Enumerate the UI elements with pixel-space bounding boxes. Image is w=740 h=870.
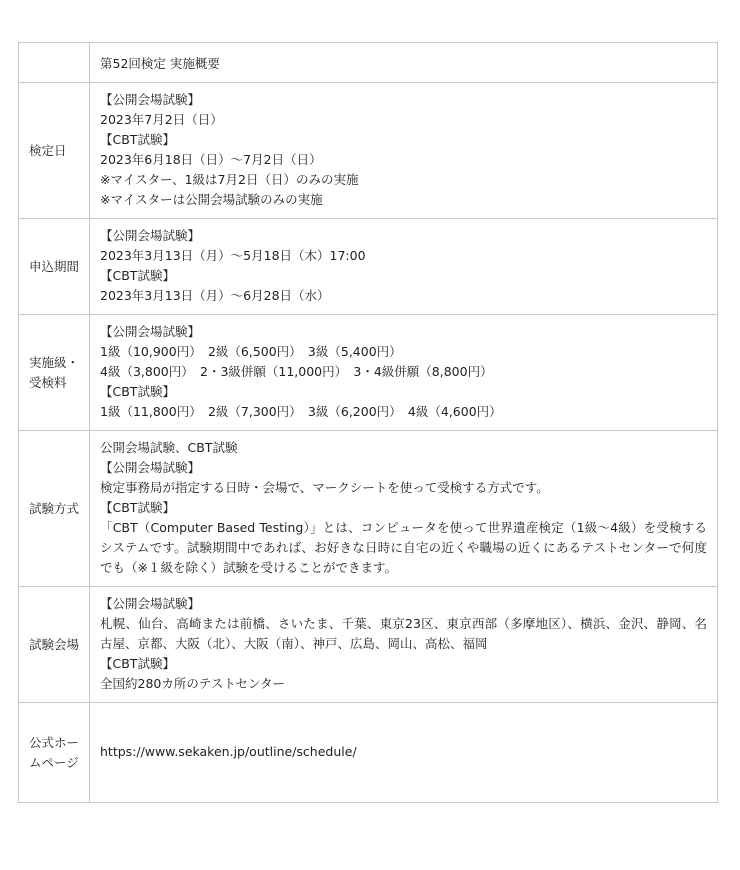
application-period-line: 2023年3月13日（月）～5月18日（木）17:00 xyxy=(100,248,366,263)
levels-fees-content xyxy=(90,315,718,431)
application-period-content xyxy=(90,219,718,315)
title-row xyxy=(19,43,718,83)
exam-venue-line: 全国約280カ所のテストセンター xyxy=(100,676,285,691)
exam-venue-line: 札幌、仙台、高崎または前橋、さいたま、千葉、東京23区、東京西部（多摩地区）、横浜、金沢、静岡、名古屋、京都、大阪（北）、大阪（南）、神戸、広島、岡山、高松、福岡 xyxy=(100,616,707,651)
exam-method-line: 【公開会場試験】 xyxy=(100,460,201,475)
exam-method-row xyxy=(19,431,718,587)
levels-fees-line: 【CBT試験】 xyxy=(100,384,175,399)
exam-date-line: ※マイスターは公開会場試験のみの実施 xyxy=(100,192,323,207)
exam-method-content xyxy=(90,431,718,587)
exam-method-line: 「CBT（Computer Based Testing）」とは、コンピュータを使って世界遺産検定（1級～4級）を受検するシステムです。試験期間中であれば、お好きな日時に自宅の近くや職場の近くにあるテストセンターで何度でも（※１級を除く）試験を受けることができます。 xyxy=(100,520,707,575)
exam-date-line: 【公開会場試験】 xyxy=(100,92,201,107)
levels-fees-line: 1級（11,800円） 2級（7,300円） 3級（6,200円） 4級（4,600円） xyxy=(100,404,502,419)
exam-method-line: 公開会場試験、CBT試験 xyxy=(100,440,238,455)
exam-overview-title: 第52回検定 実施概要 xyxy=(90,43,718,83)
homepage-header: 公式ホームページ xyxy=(19,703,90,803)
exam-method-line: 検定事務局が指定する日時・会場で、マークシートを使って受検する方式です。 xyxy=(100,480,549,495)
title-row-header xyxy=(19,43,90,83)
exam-method-header: 試験方式 xyxy=(19,431,90,587)
application-period-line: 【公開会場試験】 xyxy=(100,228,201,243)
homepage-row xyxy=(19,703,718,803)
homepage-url[interactable]: https://www.sekaken.jp/outline/schedule/ xyxy=(90,703,718,803)
application-period-line: 【CBT試験】 xyxy=(100,268,175,283)
levels-fees-row xyxy=(19,315,718,431)
exam-venue-header: 試験会場 xyxy=(19,587,90,703)
levels-fees-line: 1級（10,900円） 2級（6,500円） 3級（5,400円） xyxy=(100,344,402,359)
exam-date-line: ※マイスター、1級は7月2日（日）のみの実施 xyxy=(100,172,359,187)
exam-venue-content xyxy=(90,587,718,703)
exam-venue-line: 【公開会場試験】 xyxy=(100,596,201,611)
levels-fees-line: 4級（3,800円） 2・3級併願（11,000円） 3・4級併願（8,800円） xyxy=(100,364,493,379)
application-period-header: 申込期間 xyxy=(19,219,90,315)
application-period-line: 2023年3月13日（月）～6月28日（水） xyxy=(100,288,330,303)
application-period-row xyxy=(19,219,718,315)
exam-date-header: 検定日 xyxy=(19,83,90,219)
exam-date-line: 2023年6月18日（日）～7月2日（日） xyxy=(100,152,322,167)
exam-overview-table xyxy=(18,42,718,803)
exam-venue-row xyxy=(19,587,718,703)
exam-date-content xyxy=(90,83,718,219)
exam-date-row xyxy=(19,83,718,219)
exam-method-line: 【CBT試験】 xyxy=(100,500,175,515)
levels-fees-line: 【公開会場試験】 xyxy=(100,324,201,339)
exam-venue-line: 【CBT試験】 xyxy=(100,656,175,671)
exam-date-line: 2023年7月2日（日） xyxy=(100,112,223,127)
levels-fees-header: 実施級・受検料 xyxy=(19,315,90,431)
exam-date-line: 【CBT試験】 xyxy=(100,132,175,147)
